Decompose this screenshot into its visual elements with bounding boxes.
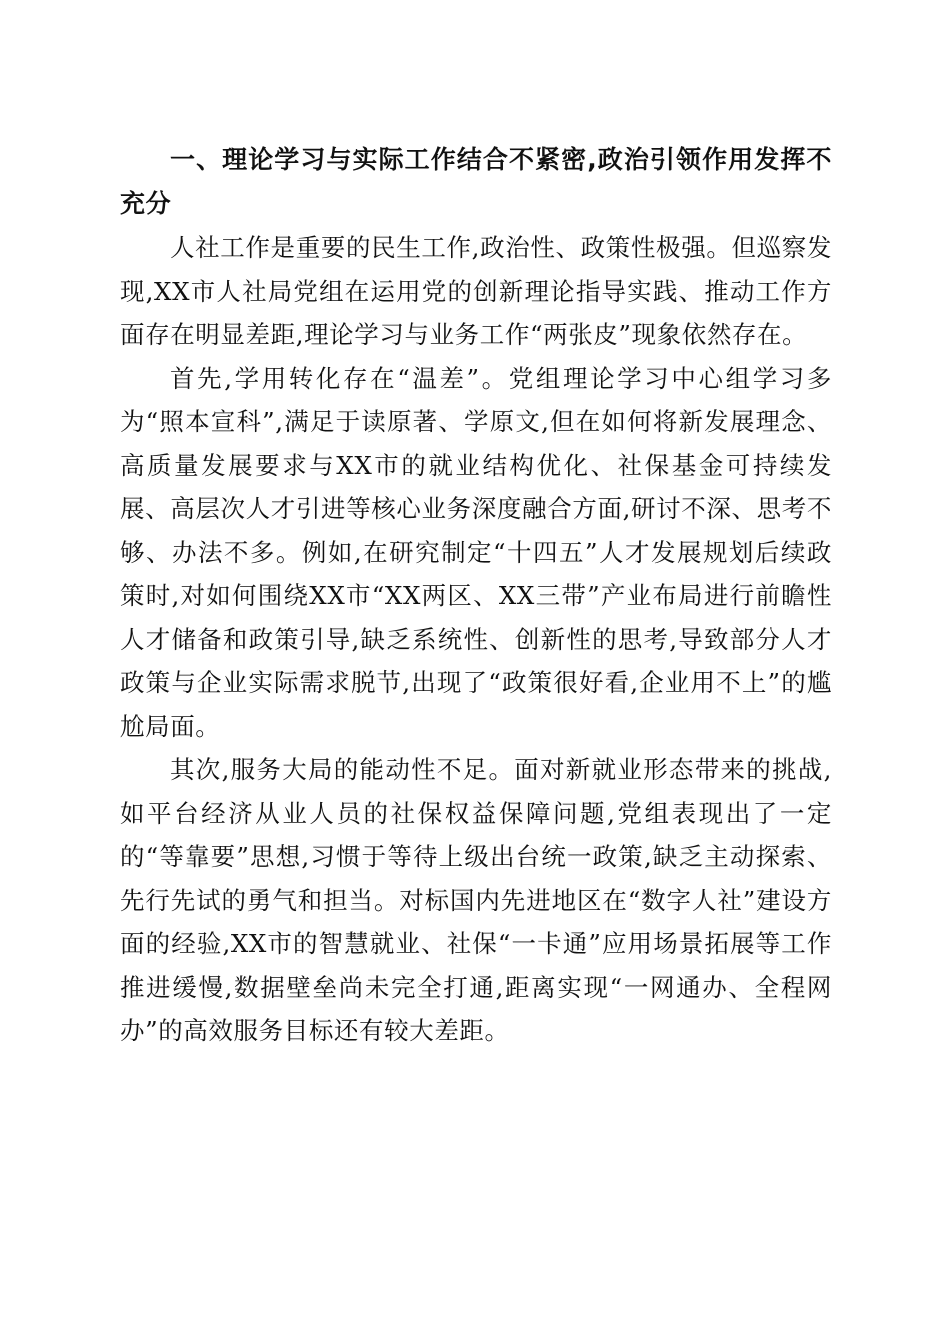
paragraph-intro: 人社工作是重要的民生工作,政治性、政策性极强。但巡察发现,XX市人社局党组在运用党的创新理论指导实践、推动工作方面存在明显差距,理论学习与业务工作“两张皮”现象依然存在。 — [120, 233, 832, 349]
section-heading: 一、理论学习与实际工作结合不紧密,政治引领作用发挥不充分 — [120, 145, 832, 218]
paragraph-first-point: 首先,学用转化存在“温差”。党组理论学习中心组学习多为“照本宣科”,满足于读原著、学原文,但在如何将新发展理念、高质量发展要求与XX市的就业结构优化、社保基金可持续发展、高层次人才引进等核心业务深度融合方面,研讨不深、思考不够、办法不多。例如,在研究制定“十四五”人才发展规划后续政策时,对如何围绕XX市“XX两区、XX三带”产业布局进行前瞻性人才储备和政策引导,缺乏系统性、创新性的思考,导致部分人才政策与企业实际需求脱节,出现了“政策很好看,企业用不上”的尴尬局面。 — [120, 363, 832, 741]
paragraph-second-point: 其次,服务大局的能动性不足。面对新就业形态带来的挑战,如平台经济从业人员的社保权益保障问题,党组表现出了一定的“等靠要”思想,习惯于等待上级出台统一政策,缺乏主动探索、先行先试的勇气和担当。对标国内先进地区在“数字人社”建设方面的经验,XX市的智慧就业、社保“一卡通”应用场景拓展等工作推进缓慢,数据壁垒尚未完全打通,距离实现“一网通办、全程网办”的高效服务目标还有较大差距。 — [120, 755, 832, 1045]
document-body — [120, 138, 832, 1053]
